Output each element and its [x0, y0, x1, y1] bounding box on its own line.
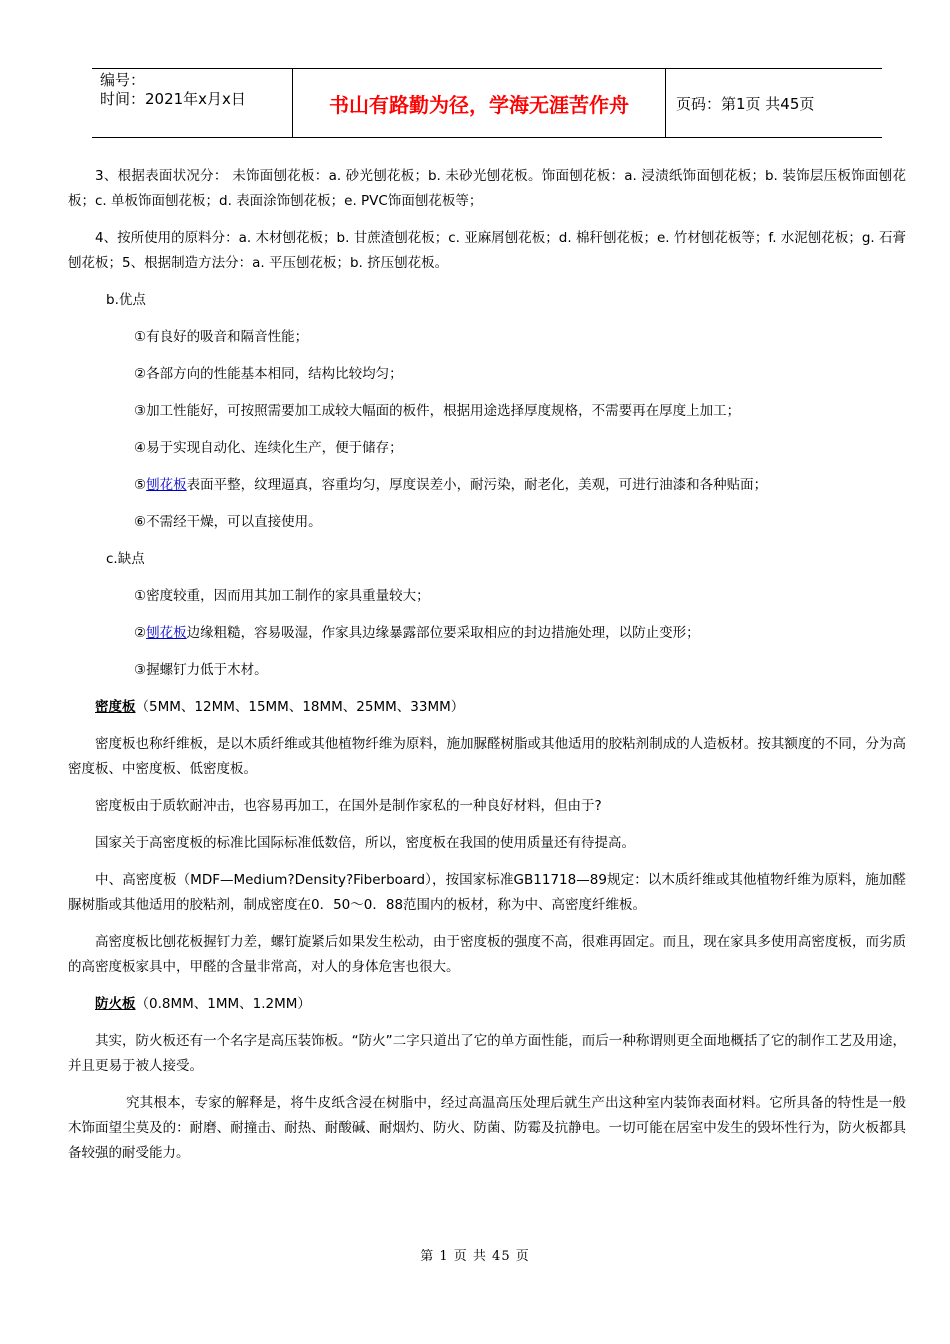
advantage-item: ⑥不需经干燥，可以直接使用。 [134, 514, 322, 530]
advantage-item: ②各部方向的性能基本相同，结构比较均匀； [134, 366, 403, 382]
disadvantage-item: ①密度较重，因而用其加工制作的家具重量较大； [134, 588, 430, 604]
fireboard-sizes: （0.8MM、1MM、1.2MM） [135, 996, 311, 1012]
paragraph-material-classification: 4、按所使用的原料分：a. 木材刨花板；b. 甘蔗渣刨花板；c. 亚麻屑刨花板；d. 棉秆刨花板；e. 竹材刨花板等；f. 水泥刨花板；g. 石膏刨花板；5、根据制造方法分：a. 平压刨花板；b. 挤压刨花板。 [68, 230, 906, 271]
paragraph-surface-classification: 3、根据表面状况分： 未饰面刨花板：a. 砂光刨花板；b. 未砂光刨花板。饰面刨花板：a. 浸渍纸饰面刨花板；b. 装饰层压板饰面刨花板；c. 单板饰面刨花板；d. 表面涂饰刨花板；e. PVC饰面刨花板等； [68, 168, 906, 209]
advantage-item: ④易于实现自动化、连续化生产，便于储存； [134, 440, 403, 456]
particleboard-link[interactable]: 刨花板 [146, 477, 187, 493]
header-motto: 书山有路勤为径，学海无涯苦作舟 [292, 69, 666, 137]
number-label: 编号： [100, 71, 146, 89]
paragraph-mdf-drawbacks: 高密度板比刨花板握钉力差，螺钉旋紧后如果发生松动，由于密度板的强度不高，很难再固定。而且，现在家具多使用高密度板，而劣质的高密度板家具中，甲醛的含量非常高，对人的身体危害也很大。 [68, 934, 906, 975]
advantage-item [68, 473, 906, 498]
advantage-item: ③加工性能好，可按照需要加工成较大幅面的板件，根据用途选择厚度规格，不需要再在厚度上加工； [134, 403, 741, 419]
paragraph-mdf-standard: 国家关于高密度板的标准比国际标准低数倍，所以，密度板在我国的使用质量还有待提高。 [95, 835, 635, 851]
document-body [68, 164, 906, 1178]
particleboard-link[interactable]: 刨花板 [146, 625, 187, 641]
page-footer: 第 1 页 共 45 页 [420, 1249, 530, 1264]
paragraph-mdf-spec: 中、高密度板（MDF—Medium?Density?Fiberboard），按国家标准GB11718—89规定：以木质纤维或其他植物纤维为原料，施加醛脲树脂或其他适用的胶粘剂，制成密度在0．50～0．88范围内的板材，称为中、高密度纤维板。 [68, 872, 906, 913]
disadvantage-item: ③握螺钉力低于木材。 [134, 662, 268, 678]
paragraph-fireboard-properties: 究其根本，专家的解释是，将牛皮纸含浸在树脂中，经过高温高压处理后就生产出这种室内装饰表面材料。它所具备的特性是一般木饰面望尘莫及的：耐磨、耐撞击、耐热、耐酸碱、耐烟灼、防火、防菌、防霉及抗静电。一切可能在居室中发生的毁坏性行为，防火板都具备较强的耐受能力。 [68, 1095, 906, 1161]
advantage-prefix: ⑤ [134, 477, 147, 493]
time-label: 时间：2021年x月x日 [100, 90, 246, 108]
fireboard-title: 防火板 [95, 996, 136, 1012]
paragraph-mdf-usage: 密度板由于质软耐冲击，也容易再加工，在国外是制作家私的一种良好材料，但由于? [95, 798, 602, 814]
mdf-sizes: （5MM、12MM、15MM、18MM、25MM、33MM） [135, 699, 465, 715]
section-heading-mdf [68, 695, 906, 720]
header-page-info: 页码：第1页 共45页 [676, 94, 815, 113]
document-header [92, 68, 882, 138]
advantage-item: ①有良好的吸音和隔音性能； [134, 329, 309, 345]
paragraph-fireboard-name: 其实，防火板还有一个名字是高压装饰板。“防火”二字只道出了它的单方面性能，而后一种称谓则更全面地概括了它的制作工艺及用途，并且更易于被人接受。 [68, 1033, 906, 1074]
paragraph-mdf-definition: 密度板也称纤维板，是以木质纤维或其他植物纤维为原料，施加脲醛树脂或其他适用的胶粘剂制成的人造板材。按其额度的不同，分为高密度板、中密度板、低密度板。 [68, 736, 906, 777]
disadvantage-prefix: ② [134, 625, 147, 641]
advantage-text: 表面平整，纹理逼真，容重均匀，厚度误差小，耐污染，耐老化，美观，可进行油漆和各种贴面； [186, 477, 768, 493]
header-meta [92, 69, 292, 137]
advantages-title: b.优点 [106, 292, 146, 308]
section-heading-fireboard [68, 992, 906, 1017]
disadvantage-item [68, 621, 906, 646]
disadvantage-text: 边缘粗糙，容易吸湿，作家具边缘暴露部位要采取相应的封边措施处理，以防止变形； [186, 625, 700, 641]
mdf-title: 密度板 [95, 699, 136, 715]
disadvantages-title: c.缺点 [106, 551, 145, 567]
